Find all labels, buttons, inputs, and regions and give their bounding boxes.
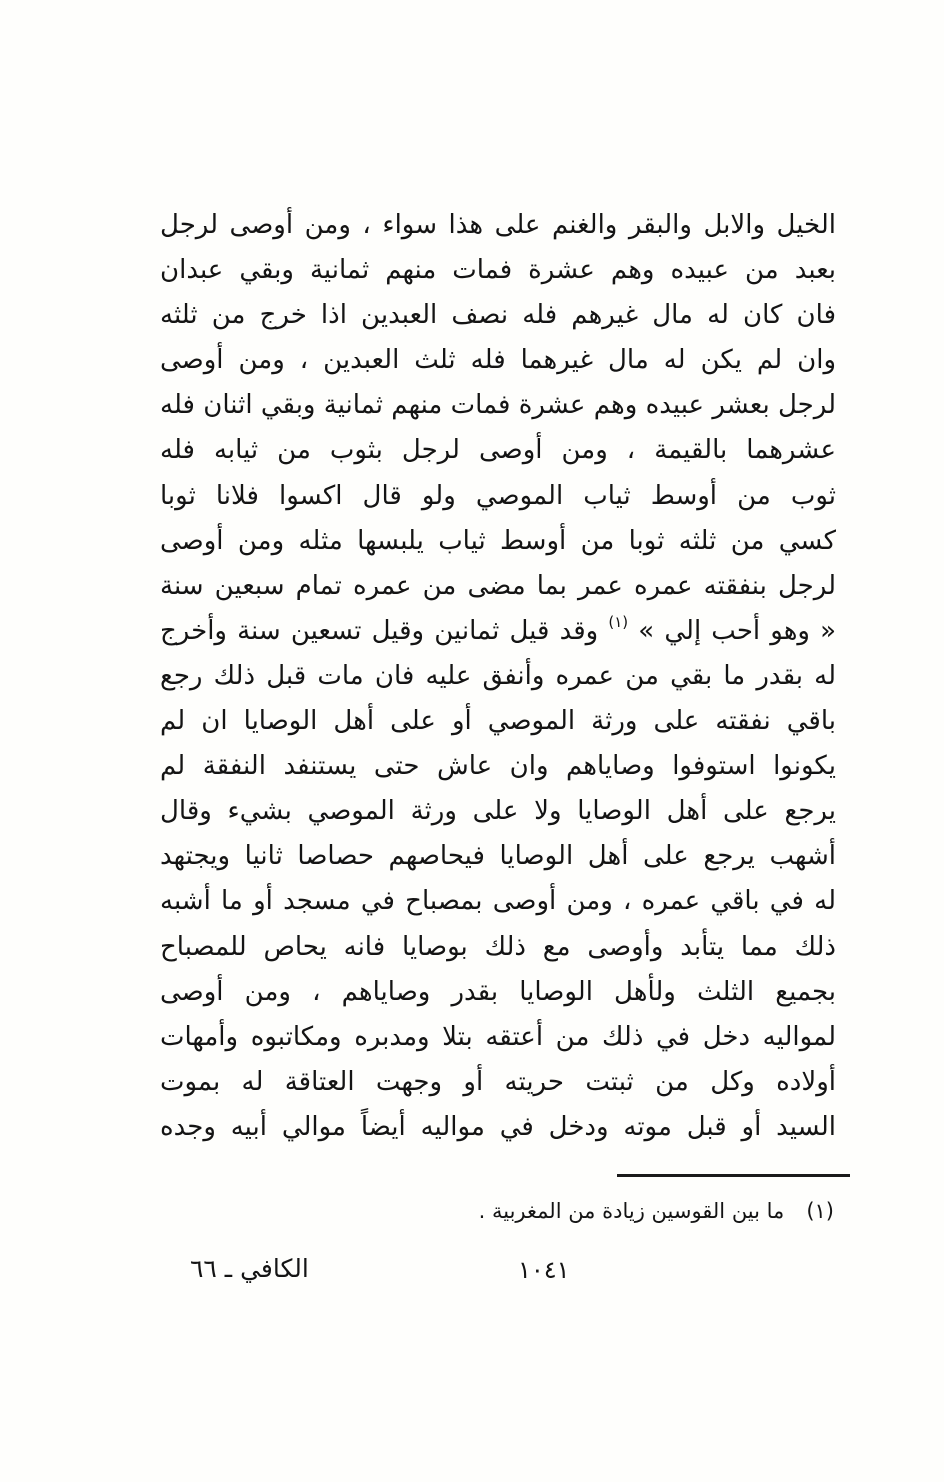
text-line: بجميع الثلث ولأهل الوصايا بقدر وصاياهم ، ومن أوصى [160,976,836,1007]
text-line: لمواليه دخل في ذلك من أعتقه بتلا ومدبره ومكاتبوه وأمهات [160,1021,836,1052]
text-line: يكونوا استوفوا وصاياهم وان عاش حتى يستنفد النفقة لم [160,751,836,782]
text-line: الخيل والابل والبقر والغنم على هذا سواء ، ومن أوصى لرجل [160,210,836,240]
text-line: له في باقي عمره ، ومن أوصى بمصباح في مسجد أو ما أشبه [160,886,836,917]
text-line: السيد أو قبل موته ودخل في مواليه أيضاً موالي أبيه وجده [160,1111,836,1142]
text-line: باقي نفقته على ورثة الموصي أو على أهل الوصايا ان لم [160,706,836,737]
text-line: وان لم يكن له مال غيرهما فله ثلث العبدين ، ومن أوصى [160,345,836,376]
quoted-phrase: « وهو أحب إلي » [638,615,836,646]
text-line: لرجل بنفقته عمره عمر بما مضى من عمره تمام سبعين سنة [160,570,836,601]
text-line: يرجع على أهل الوصايا ولا على ورثة الموصي بشيء وقال [160,796,836,827]
text-line: أشهب يرجع على أهل الوصايا فيحاصهم حصاصا ثانيا ويجتهد [160,841,836,872]
text-line: عشرهما بالقيمة ، ومن أوصى لرجل بثوب من ثيابه فله [160,435,836,466]
footnote-marker: (١) [806,1199,834,1223]
text-line: ثوب من أوسط ثياب الموصي ولو قال اكسوا فلانا ثوبا [160,480,836,511]
text-line: له بقدر ما بقي من عمره وأنفق عليه فان مات قبل ذلك رجع [160,660,836,691]
text-line-continuation: وقد قيل ثمانين وقيل تسعين سنة وأخرج [160,615,599,646]
text-line: أولاده وكل من ثبتت حريته أو وجهت العتاقة له بموت [160,1066,836,1097]
book-volume-label: الكافي ـ ٦٦ [190,1254,309,1283]
text-line-with-footnote-ref [160,609,836,654]
footnote [479,1194,834,1228]
footnote-text: ما بين القوسين زيادة من المغربية . [478,1199,785,1223]
page-number: ١٠٤١ [518,1256,570,1284]
footnote-reference-marker: (١) [608,612,629,631]
text-line: لرجل بعشر عبيده وهم عشرة فمات منهم ثمانية وبقي اثنان فله [160,390,836,421]
text-line: بعبد من عبيده وهم عشرة فمات منهم ثمانية وبقي عبدان [160,255,836,286]
text-line: كسي من ثلثه ثوبا من أوسط ثياب يلبسها مثله ومن أوصى [160,525,836,556]
footnote-divider [617,1174,850,1177]
body-text [160,203,836,1150]
text-line: ذلك مما يتأبد وأوصى مع ذلك بوصايا فانه يحاص للمصباح [160,931,836,962]
text-line: فان كان له مال غيرهم فله نصف العبدين اذا خرج من ثلثه [160,300,836,331]
